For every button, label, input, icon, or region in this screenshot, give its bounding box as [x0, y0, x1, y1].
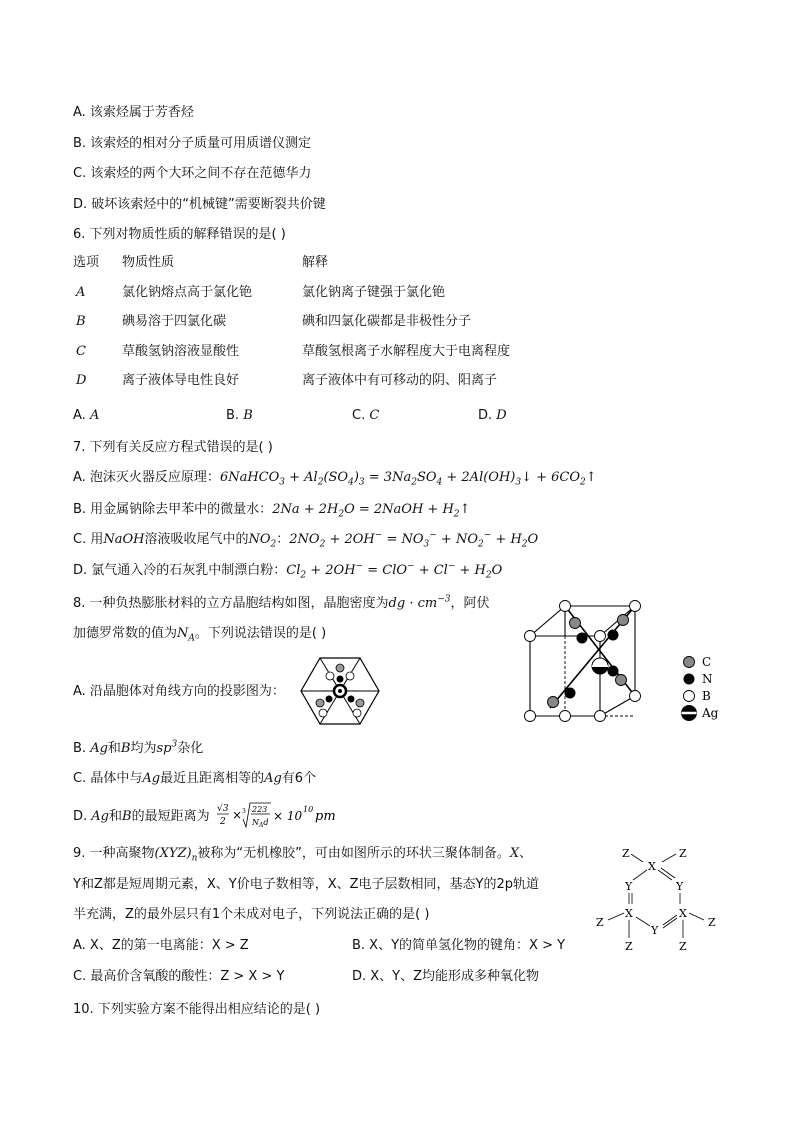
svg-text:Z: Z	[708, 916, 716, 929]
q9-stem-line1: 9. 一种高聚物$(XYZ)_n$被称为“无机橡胶”，可由如图所示的环状三聚体制备。X、	[73, 846, 533, 864]
q7-option-b: B. 用金属钠除去甲苯中的微量水：$2Na + 2H_2O$ = 2NaOH + $H_2↑$	[73, 502, 471, 520]
legend-n: N	[702, 672, 713, 686]
svg-text:X: X	[679, 907, 687, 920]
q8-formula-unit: pm	[315, 809, 336, 824]
svg-text:X: X	[648, 860, 656, 873]
q8-stem-line2: 加德罗常数的值为$N_A$。下列说法错误的是( )	[73, 626, 327, 644]
q8-formula-numerator: 223	[252, 805, 268, 814]
q8-option-c: C. 晶体中与Ag最近且距离相等的Ag有6个	[73, 771, 317, 786]
svg-text:X: X	[625, 907, 633, 920]
svg-text:Z: Z	[596, 916, 604, 929]
svg-text:Z: Z	[625, 940, 633, 953]
q6-header-option: 选项	[73, 255, 100, 270]
svg-text:√3: √3	[217, 804, 229, 814]
legend-ag: Ag	[702, 706, 719, 720]
q6-row-option: A	[76, 285, 86, 300]
q8-stem-line1: 8. 一种负热膨胀材料的立方晶胞结构如图，晶胞密度为dg · $cm^{-3}$，阿伏	[73, 594, 490, 611]
q6-row-explanation: 草酸氢根离子水解程度大于电离程度	[302, 344, 511, 359]
svg-text:Y: Y	[625, 880, 633, 893]
svg-text:Y: Y	[676, 880, 684, 893]
q8-projection-figure	[300, 655, 380, 727]
q6-row-property: 草酸氢钠溶液显酸性	[122, 344, 240, 359]
q9-option-b: B. X、Y的简单氢化物的键角：X > Y	[352, 938, 566, 953]
q9-option-c: C. 最高价含氧酸的酸性：Z > X > Y	[73, 969, 285, 984]
q8-option-d: D. Ag和B的最短距离为	[73, 809, 210, 824]
q6-row-property: 离子液体导电性良好	[122, 373, 240, 388]
q10-stem: 10. 下列实验方案不能得出相应结论的是( )	[73, 1002, 321, 1017]
svg-text:Z: Z	[679, 847, 687, 860]
q6-choice-d: D. D	[478, 408, 507, 423]
q6-row-option: B	[76, 314, 86, 329]
q8-option-a: A. 沿晶胞体对角线方向的投影图为：	[73, 684, 285, 699]
q8-formula-exponent: 10	[303, 805, 314, 814]
svg-text:3: 3	[242, 808, 246, 815]
q7-stem: 7. 下列有关反应方程式错误的是( )	[73, 440, 273, 455]
q9-ring-trimer-figure	[588, 842, 728, 954]
q7-option-a: A. 泡沫灭火器反应原理：6NaHCO$_3$ + $Al_2(SO_4)_3 = 3Na_2SO_4$ + $2Al(OH)_3↓$ + $6CO_2↑$	[73, 470, 597, 488]
svg-text:Z: Z	[679, 940, 687, 953]
q6-stem: 6. 下列对物质性质的解释错误的是( )	[73, 227, 286, 242]
q9-stem-line3: 半充满，Z的最外层只有1个未成对电子，下列说法正确的是( )	[73, 907, 430, 922]
q6-header-explanation: 解释	[302, 255, 329, 270]
q8-distance-formula	[215, 797, 340, 833]
q6-choice-c: C. C	[352, 408, 380, 423]
q7-option-c: C. 用NaOH溶液吸收尾气中的$NO_2$：$2NO_2 + 2OH^- = NO_3^- + NO_2^- + H_2O$	[73, 530, 539, 550]
q8-formula-power: × 10	[273, 809, 303, 823]
q9-stem-line2: Y和Z都是短周期元素，X、Y价电子数相等，X、Z电子层数相同，基态Y的2p轨道	[73, 877, 539, 892]
q6-choice-a: A. A	[73, 408, 100, 423]
q6-row-option: D	[76, 373, 87, 388]
q5-option-a: A. 该索烃属于芳香烃	[73, 105, 194, 120]
q9-option-d: D. X、Y、Z均能形成多种氧化物	[352, 969, 540, 984]
q7-option-d: D. 氯气通入冷的石灰乳中制漂白粉：$Cl_2 + 2OH^- = ClO^- + Cl^- + H_2O$	[73, 561, 503, 581]
q8-crystal-cell-figure	[520, 598, 750, 738]
svg-text:NAd: $N_Ad$	[252, 818, 269, 829]
q6-row-property: 碘易溶于四氯化碳	[122, 314, 227, 329]
q5-option-c: C. 该索烃的两个大环之间不存在范德华力	[73, 166, 312, 181]
svg-text:2: 2	[220, 817, 226, 827]
q6-row-explanation: 氯化钠离子键强于氯化铯	[302, 285, 446, 300]
q9-option-a: A. X、Z的第一电离能：X > Z	[73, 938, 249, 953]
q5-option-d: D. 破坏该索烃中的“机械键”需要断裂共价键	[73, 197, 326, 212]
q5-option-b: B. 该索烃的相对分子质量可用质谱仪测定	[73, 136, 312, 151]
svg-text:Z: Z	[622, 847, 630, 860]
legend-c: C	[702, 655, 712, 669]
svg-text:Y: Y	[651, 924, 659, 937]
q6-row-explanation: 离子液体中有可移动的阴、阳离子	[302, 373, 498, 388]
q6-header-property: 物质性质	[122, 255, 175, 270]
q6-row-property: 氯化钠熔点高于氯化铯	[122, 285, 253, 300]
q6-row-option: C	[76, 344, 86, 359]
q6-choice-b: B. B	[226, 408, 253, 423]
svg-text:×: ×	[232, 808, 243, 822]
legend-b: B	[702, 689, 711, 703]
q6-row-explanation: 碘和四氯化碳都是非极性分子	[302, 314, 472, 329]
q8-option-b: B. Ag和B均为$sp^3$杂化	[73, 739, 204, 756]
